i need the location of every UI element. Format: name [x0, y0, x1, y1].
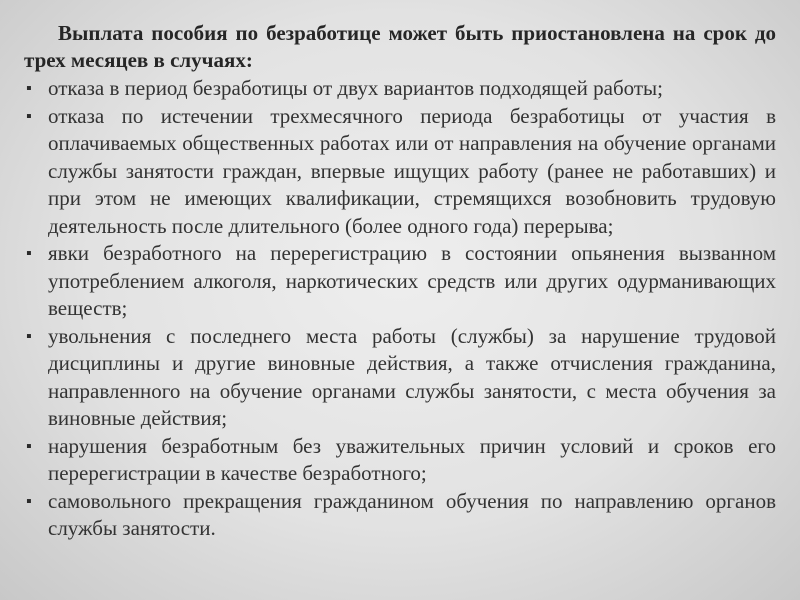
- square-bullet-icon: ▪: [26, 437, 32, 455]
- bullet-item: [24, 433, 776, 488]
- bullet-item: [24, 323, 776, 433]
- bullet-list: [24, 75, 776, 543]
- square-bullet-icon: ▪: [26, 327, 32, 345]
- bullet-text: явки безработного на перерегистрацию в состоянии опьянения вызванном употреблением алкоголя, наркотических средств или других одурманивающих веществ;: [48, 241, 776, 320]
- bullet-text: самовольного прекращения гражданином обучения по направлению органов службы занятости.: [48, 488, 776, 540]
- bullet-text: увольнения с последнего места работы (службы) за нарушение трудовой дисциплины и другие виновные действия, а также отчисления гражданина, направленного на обучение органами службы занятости, с места обучения за виновные действия;: [48, 323, 776, 430]
- bullet-item: [24, 75, 776, 103]
- bullet-item: [24, 488, 776, 543]
- square-bullet-icon: ▪: [26, 80, 32, 97]
- bullet-item: [24, 103, 776, 241]
- bullet-text: нарушения безработным без уважительных причин условий и сроков его перерегистрации в качестве безработного;: [48, 433, 776, 485]
- square-bullet-icon: ▪: [26, 245, 32, 262]
- bullet-item: [24, 240, 776, 323]
- square-bullet-icon: ▪: [26, 492, 32, 510]
- slide-heading: Выплата пособия по безработице может быть приостановлена на срок до трех месяцев в случаях:: [24, 21, 776, 72]
- bullet-text: отказа по истечении трехмесячного периода безработицы от участия в оплачиваемых общественных работах или от направления на обучение органами службы занятости граждан, впервые ищущих работу (ранее не работавших) и при этом не имеющих квалификации, стремящихся возобновить трудовую деятельность после длительного (более одного года) перерыва;: [48, 103, 776, 238]
- square-bullet-icon: ▪: [26, 107, 32, 125]
- bullet-text: отказа в период безработицы от двух вариантов подходящей работы;: [48, 76, 663, 100]
